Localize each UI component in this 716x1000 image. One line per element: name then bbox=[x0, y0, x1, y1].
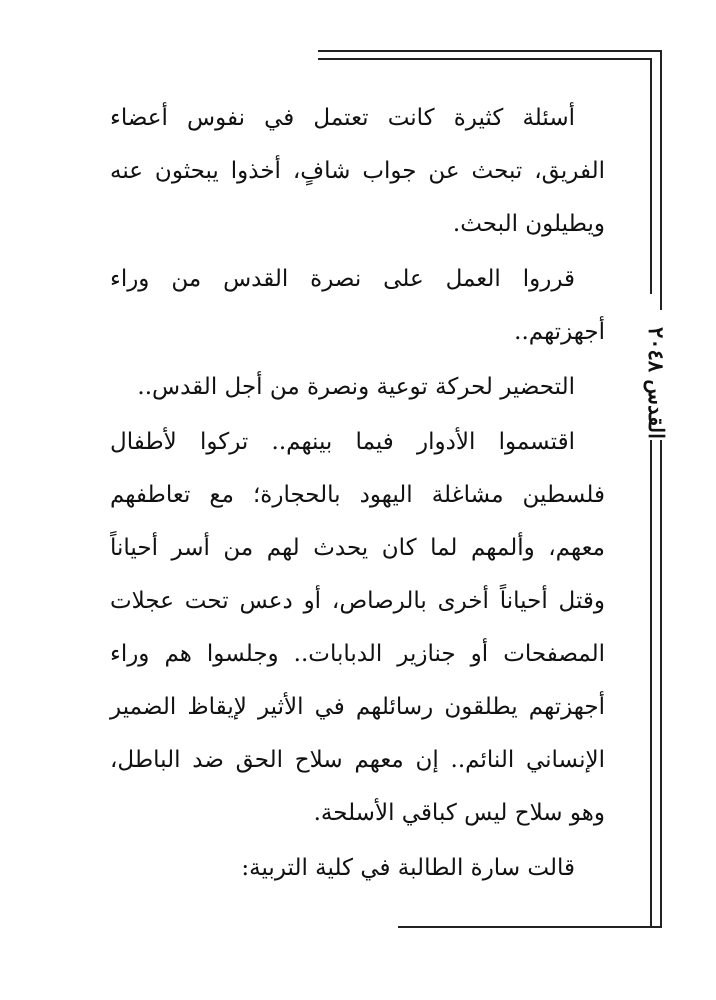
paragraph-5: قالت سارة الطالبة في كلية التربية: bbox=[241, 855, 575, 881]
frame-line-right-outer-top bbox=[660, 50, 662, 310]
frame-line-bottom bbox=[398, 926, 662, 928]
paragraph-3: التحضير لحركة توعية ونصرة من أجل القدس.. bbox=[137, 374, 575, 400]
frame-line-right-outer-bottom bbox=[660, 440, 662, 928]
paragraph-2: قرروا العمل على نصرة القدس من وراء أجهزتهم.. bbox=[110, 266, 605, 345]
running-header: القدس ٢٠٤٨ bbox=[644, 327, 669, 439]
frame-line-top-inner bbox=[318, 58, 652, 60]
frame-line-right-inner-bottom bbox=[650, 440, 652, 928]
paragraph-4: اقتسموا الأدوار فيما بينهم.. تركوا لأطفال فلسطين مشاغلة اليهود بالحجارة؛ مع تعاطفهم معهم، وألمهم لما كان يحدث لهم من أسر أحياناً وقتل أحياناً أخرى بالرصاص، أو دعس تحت عجلات المصفحات أو جنازير الدبابات.. وجلسوا هم وراء أجهزتهم يطلقون رسائلهم في الأثير لإيقاظ الضمير الإنساني النائم.. إن معهم سلاح الحق ضد الباطل، وهو سلاح ليس كباقي الأسلحة. bbox=[110, 429, 605, 826]
frame-line-top-outer bbox=[318, 50, 662, 52]
frame-line-right-inner-top bbox=[650, 58, 652, 294]
paragraph-1: أسئلة كثيرة كانت تعتمل في نفوس أعضاء الفريق، تبحث عن جواب شافٍ، أخذوا يبحثون عنه ويطيلون البحث. bbox=[110, 105, 605, 237]
page-body bbox=[110, 92, 605, 895]
